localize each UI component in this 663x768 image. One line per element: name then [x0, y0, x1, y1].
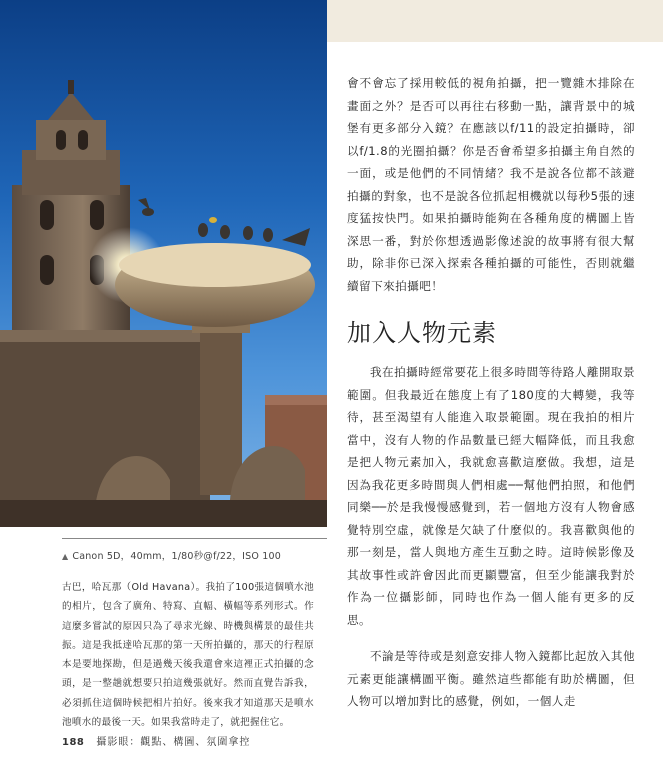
body-paragraph-2: 不論是等待或是刻意安排人物入鏡都比起放入其他元素更能讓構圖平衡。雖然這些都能有助於構圖，但人物可以增加對比的感覺，例如，一個人走 [347, 649, 635, 708]
pigeons [138, 198, 310, 246]
page-number: 188 [62, 737, 85, 748]
fountain-column [200, 315, 242, 495]
fountain-illustration [0, 0, 327, 527]
book-title: 攝影眼：觀點、構圖、氛圍拿控 [96, 737, 251, 748]
photo-caption [62, 548, 281, 562]
body-paragraph-1: 我在拍攝時經常要花上很多時間等待路人離開取景範圍。但我最近在態度上有了180度的大轉變，我等待，甚至渴望有人能進入取景範圍。現在我拍的相片當中，沒有人物的作品數量已經大幅降低，而且我愈是把人物元素加入，我就愈喜歡這麼做。我想，這是因為我花更多時間與人們相處──幫他們拍照，和他們同樂──於是我慢慢感覺到，若一個地方沒有人物會感覺特別空虛，就像是欠缺了什麼似的。我喜歡與他的那一刻是，當人與地方產生互動之時。這時候影像及其故事性或許會因此而更顯豐富，但至少能讓我對於作為一位攝影師，同時也作為一個人能有更多的反思。 [347, 365, 635, 627]
top-decorative-band [327, 0, 663, 42]
caption-triangle-icon: ▲ [62, 552, 69, 561]
page-footer [62, 733, 250, 748]
section-title: 加入人物元素 [347, 319, 497, 347]
left-text-column [62, 578, 314, 732]
fountain-photo [0, 0, 327, 527]
caption-divider [62, 538, 327, 539]
intro-paragraph: 會不會忘了採用較低的視角拍攝，把一覽雜木排除在畫面之外？是否可以再往右移動一點，讓背景中的城堡有更多部分入鏡？在應該以f/11的設定拍攝時，卻以f/1.8的光圈拍攝？你是否會希望多拍攝主角自然的一面，或是他們的不同情緒？我不是說各位都不該避拍攝的對象，也不是說各位抓起相機就以每秒5張的速度猛按快門。如果拍攝時能夠在各種角度的構圖上皆深思一番，對於你想透過影像述說的故事將有很大幫助，除非你已深入探索各種拍攝的可能性，否則就繼續留下來拍攝吧！ [347, 76, 635, 293]
photo-description: 古巴，哈瓦那（Old Havana）。我拍了100張這個噴水池的相片，包含了廣角、特寫、直幅、橫幅等系列形式。作這麼多嘗試的原因只為了尋求光線、時機與構景的最佳共振。這是我抵達哈瓦那的第一天所拍攝的，那天的行程原本是要地探勘，但是過幾天後我還會來這裡正式拍攝的念頭，是一整趟就想要只拍這幾張就好。然而直覺告訴我，必須抓住這個時候把相片拍好。後來我才知道那天是噴水池噴水的最後一天。如果我當時走了，就把握住它。 [62, 582, 314, 729]
right-text-column [347, 72, 635, 713]
caption-text: Canon 5D，40mm，1/80秒@f/22，ISO 100 [72, 551, 281, 562]
